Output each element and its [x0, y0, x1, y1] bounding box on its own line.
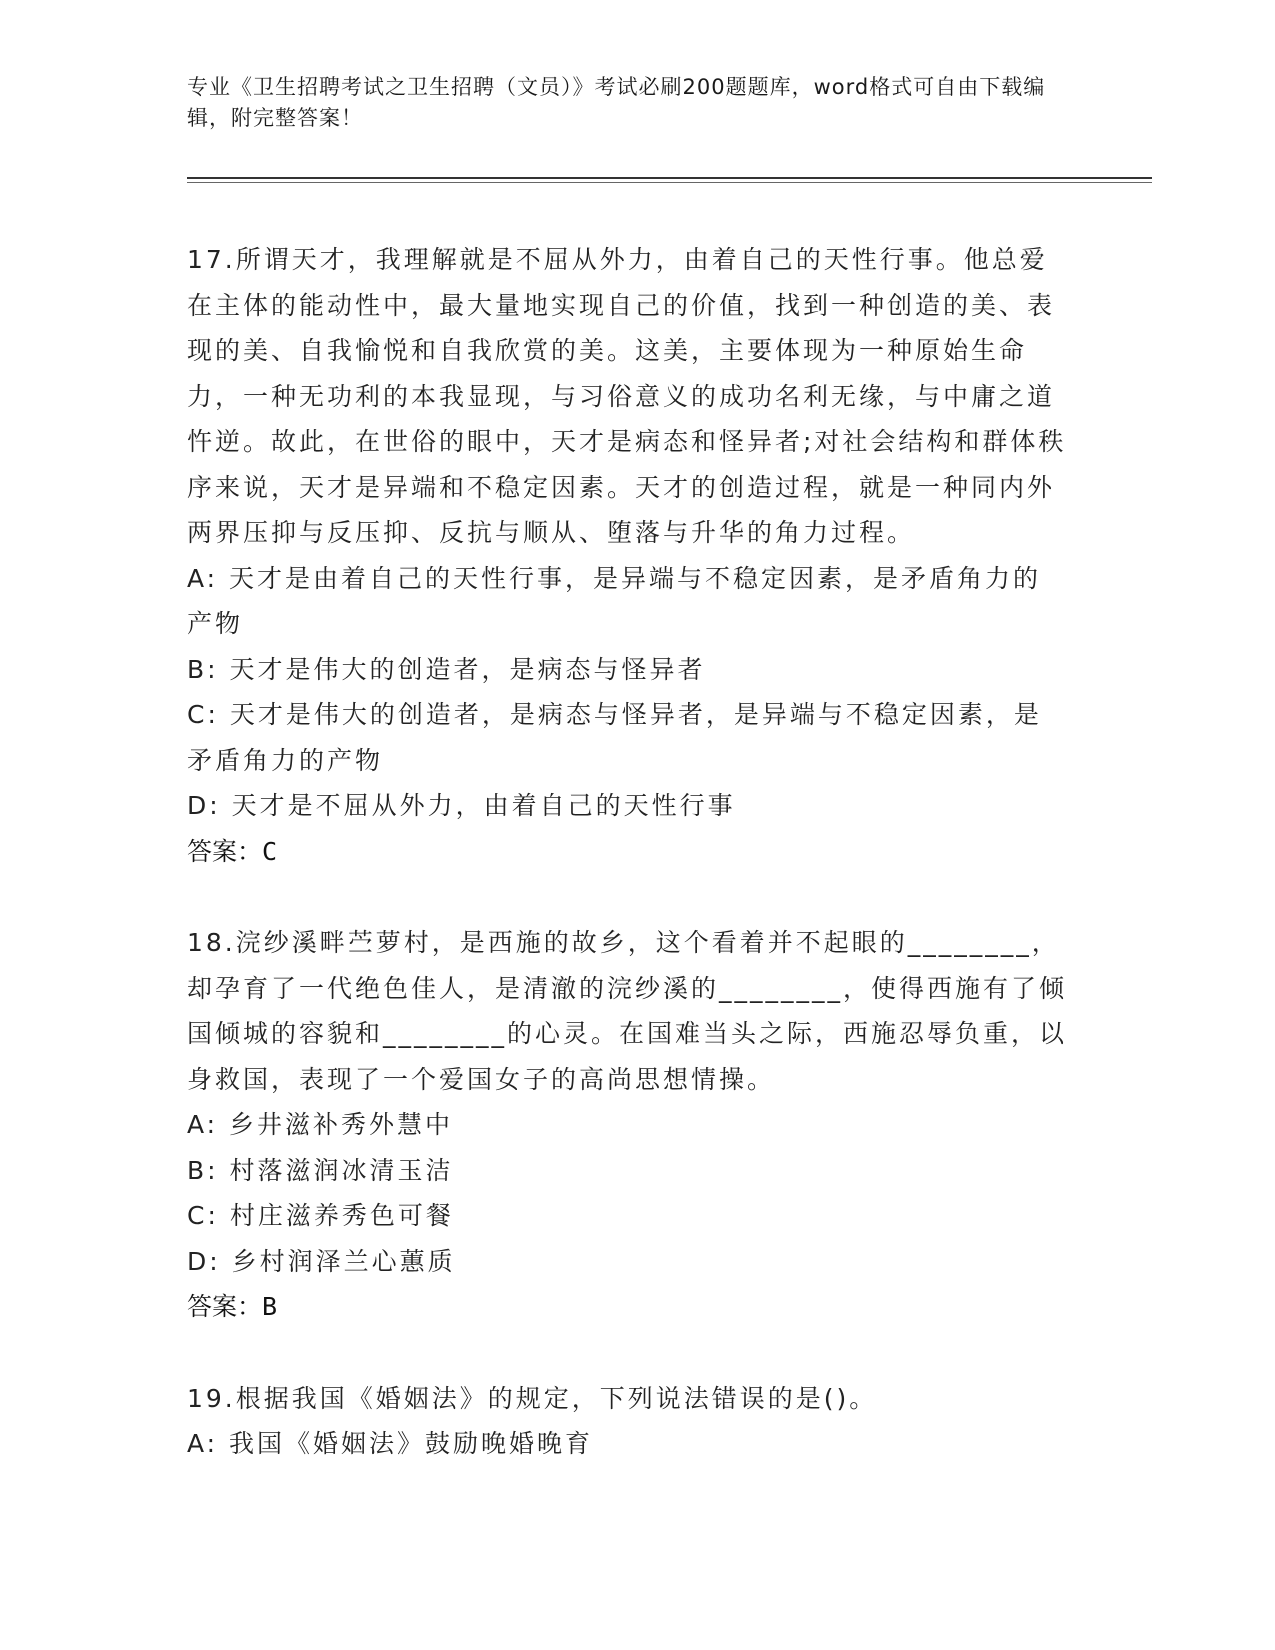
- option-b: B: 天才是伟大的创造者，是病态与怪异者: [187, 654, 706, 684]
- question-19: [187, 1376, 1067, 1467]
- option-d: D: 天才是不屈从外力，由着自己的天性行事: [187, 791, 736, 820]
- header-divider-thin: [187, 182, 1152, 183]
- question-stem: 17.所谓天才，我理解就是不屈从外力，由着自己的天性行事。他总爱在主体的能动性中，最大量地实现自己的价值，找到一种创造的美、表现的美、自我愉悦和自我欣赏的美。这美，主要体现为一种原始生命力，一种无功利的本我显现，与习俗意义的成功名利无缘，与中庸之道忤逆。故此，在世俗的眼中，天才是病态和怪异者;对社会结构和群体秩序来说，天才是异端和不稳定因素。天才的创造过程，就是一种同内外两界压抑与反压抑、反抗与顺从、堕落与升华的角力过程。: [187, 245, 1067, 547]
- option-a: A: 我国《婚姻法》鼓励晚婚晚育: [187, 1429, 594, 1458]
- question-spacer: [187, 1330, 1067, 1376]
- option-a: A: 乡井滋补秀外慧中: [187, 1110, 454, 1139]
- question-stem: 19.根据我国《婚姻法》的规定，下列说法错误的是()。: [187, 1383, 878, 1413]
- answer-line: [187, 829, 1067, 875]
- question-spacer: [187, 874, 1067, 920]
- answer-label: 答案：: [187, 1292, 263, 1321]
- question-17: [187, 237, 1067, 874]
- option-c: C: 天才是伟大的创造者，是病态与怪异者，是异端与不稳定因素，是矛盾角力的产物: [187, 700, 1042, 775]
- question-stem: 18.浣纱溪畔苎萝村，是西施的故乡，这个看着并不起眼的________，却孕育了一代绝色佳人，是清澈的浣纱溪的________，使得西施有了倾国倾城的容貌和________的心灵。在国难当头之际，西施忍辱负重，以身救国，表现了一个爱国女子的高尚思想情操。: [187, 928, 1068, 1094]
- document-header: 专业《卫生招聘考试之卫生招聘（文员）》考试必刷200题题库，word格式可自由下载编辑，附完整答案！: [187, 75, 1046, 130]
- answer-value: B: [262, 1292, 278, 1321]
- option-d: D: 乡村润泽兰心蕙质: [187, 1246, 456, 1276]
- option-c: C: 村庄滋养秀色可餐: [187, 1201, 454, 1230]
- question-list: [187, 237, 1067, 1467]
- header-divider-thick: [187, 177, 1152, 179]
- answer-line: [187, 1284, 1067, 1330]
- answer-value: C: [262, 836, 278, 866]
- option-a: A: 天才是由着自己的天性行事，是异端与不稳定因素，是矛盾角力的产物: [187, 563, 1042, 638]
- answer-label: 答案：: [187, 836, 263, 866]
- option-b: B: 村落滋润冰清玉洁: [187, 1155, 454, 1185]
- question-18: [187, 920, 1067, 1330]
